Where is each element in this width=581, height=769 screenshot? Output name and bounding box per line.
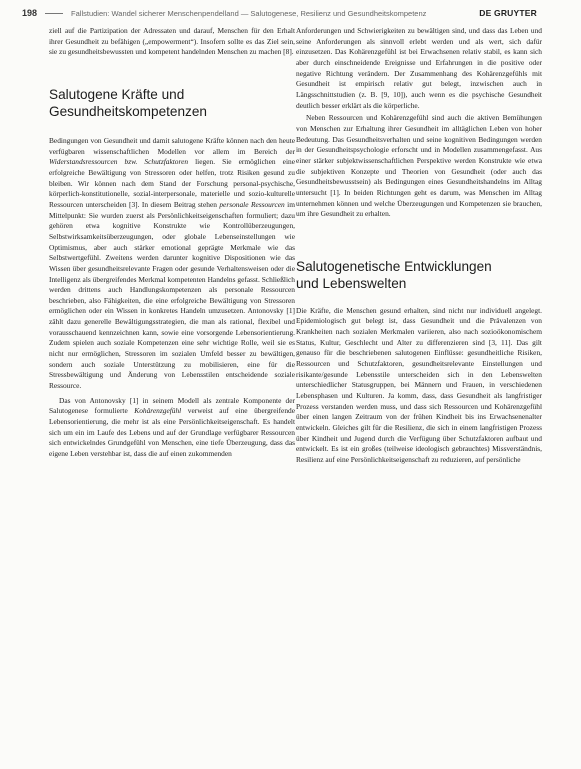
paragraph xyxy=(49,136,295,392)
section-heading xyxy=(49,86,295,120)
paragraph xyxy=(49,396,295,460)
paragraph: Anforderungen und Schwierigkeiten zu bewältigen sind, und dass das Leben und seine Anforderungen als sinnvoll erlebt werden und als wert, sich dafür einzusetzen. Das Kohärenzgefühl ist bei Erwachsenen relativ stabil, es kann sich aber durch einschneidende Ereignisse und Erfahrungen in die positive oder negative Richtung verändern. Der Zusammenhang des Kohärenzgefühls mit Gesundheit ist empirisch relativ gut belegt, inzwischen auch in Längsschnittstudien (z. B. [9, 10]), auch wenn es die psychische Gesundheit deutlich besser erklärt als die körperliche. xyxy=(296,26,542,110)
right-column xyxy=(296,26,542,466)
heading-line: Salutogene Kräfte und xyxy=(49,86,185,102)
text-run: im Mittelpunkt: Sie wurden zuerst als Persönlichkeitseigenschaften formuliert; dazu gehören etwa kognitive Konstrukte wie Kontrollüberzeugungen, Selbstwirksamkeitsüberzeugungen, oder globale Lebenseinstellungen wie Optimismus, aber auch stärker emotional geprägte Merkmale wie das Selbstwertgefühl. Zweitens werden darunter kognitive Dispositionen wie das Wissen über gesundheitsrelevante Fragen oder gesunde Verhaltensweisen oder die Intelligenz als übergreifendes Merkmal kompetenten Handelns gefasst. Schließlich werden drittens auch Handlungskompetenzen als personale Ressourcen beschrieben, also Fähigkeiten, die eine erfolgreiche Bewältigung von Stressoren ermöglichen oder ein Wissen in konkretes Handeln umzusetzen. Antonovsky [1] zählt dazu generelle Bewältigungsstrategien, die man als rational, flexibel und vorausschauend kennzeichnen kann, sowie eine vorsorgende Lebensorientierung. Zudem spielen auch soziale Kompetenzen eine sehr wichtige Rolle, weil sie es nicht nur ermöglichen, Stressoren im sozialen Umfeld besser zu bewältigen, sondern auch soziale Unterstützung zu mobilisieren, eine für die Stressbewältigung und Änderung von Lebensstilen entscheidende soziale Ressource. xyxy=(49,199,295,391)
running-title: Fallstudien: Wandel sicherer Menschenpendelland — Salutogenese, Resilienz und Gesundheitskompetenz xyxy=(71,8,427,18)
publisher-logo: DE GRUYTER xyxy=(479,8,537,18)
emphasis: Widerstandsressourcen bzw. Schutzfaktoren xyxy=(49,157,189,167)
emphasis: Kohärenzgefühl xyxy=(134,406,182,416)
heading-line: und Lebenswelten xyxy=(296,275,407,291)
paragraph: Neben Ressourcen und Kohärenzgefühl sind auch die aktiven Bemühungen von Menschen zur Erhaltung ihrer Gesundheit im alltäglichen Leben von hoher Bedeutung. Das Gesundheitsverhalten und seine kognitiven Bedingungen werden in der Gesundheitspsychologie erforscht und in Modellen zusammengefasst. Aus einer stärker subjektwissenschaftlichen Perspektive werden Konstrukte wie etwa die subjektiven Konzepte und Theorien von Gesundheit (oder auch das Gesundheitsbewusstsein) als Bedingungen eines Gesundheitshandelns im Alltag untersucht [1]. In beiden Richtungen geht es darum, was Menschen im Alltag unternehmen können und welche Überzeugungen und Kompetenzen sie brauchen, um ihre Gesundheit zu erhalten. xyxy=(296,113,542,219)
paragraph: ziell auf die Partizipation der Adressaten und darauf, Menschen für den Erhalt ihrer Gesundheit zu befähigen („empowerment“). Insofern sollte es das Ziel sein, sie zu gesundheitsbewussten und kompetent handelnden Menschen zu machen [8]. xyxy=(49,26,295,57)
text-run: Das von Antonovsky [1] in seinem Modell als zentrale Komponente der Salutogenese formulierte xyxy=(49,395,295,416)
left-column xyxy=(49,26,295,460)
text-run: liegen. Sie ermöglichen eine erfolgreiche Bewältigung von Stressoren oder helfen, trotz Risiken gesund zu bleiben. Wir können nach dem Stand der Forschung personal-psychische, körperlich-konstitutionelle, sozial-interpersonale, materielle und sozio-kulturelle Ressourcen unterscheiden [3]. In diesem Beitrag stehen xyxy=(49,157,295,209)
header-rule xyxy=(45,13,63,14)
heading-line: Salutogenetische Entwicklungen xyxy=(296,258,492,274)
running-header xyxy=(22,4,537,22)
emphasis: personale Ressourcen xyxy=(219,199,285,209)
paragraph: Die Kräfte, die Menschen gesund erhalten, sind nicht nur individuell angelegt. Epidemiologisch gut belegt ist, dass Gesundheit und die Prävalenzen von Krankheiten nach sozialen Merkmalen variieren, also nach sozioökonomischem Status, Kultur, Geschlecht und Alter zu differenzieren sind [3, 11]. Das gilt genauso für die beschriebenen salutogenen Einflüsse: gesundheitliche Risiken, Ressourcen und Schutzfaktoren, gesundheitsrelevante Einstellungen und risikante/gesunde Lebensstile unterscheiden sich in den Lebenswelten unterschiedlicher Statusgruppen, bei Männern und Frauen, in verschiedenen Lebensphasen und Kulturen. Ja komm, dass, dass Gesundheit als langfristiger Prozess verstanden werden muss, und dass sich Ressourcen und Kohärenzgefühl über einen langen Zeitraum von der frühen Kindheit bis ins Erwachsenenalter entwickeln. Gleiches gilt für die Resilienz, die sich in einem langfristigen Prozess über Kindheit und Jugend durch die Verfügung über Schutzfaktoren aufbaut und entwickelt. Es ist ein großes (teilweise ideologisch gebrauchtes) Missverständnis, Resilienz auf eine Persönlichkeitseigenschaft zu reduzieren, auf persönliche xyxy=(296,305,542,464)
text-run: verweist auf eine übergreifende Lebensorientierung, die mehr ist als eine Persönlichkeitseigenschaft. Es handelt sich um ein im Laufe des Lebens und auf der Grundlage verfügbarer Ressourcen sich entwickelndes Grundgefühl von Menschen, eine tiefe Überzeugung, dass das eigene Leben verstehbar ist, dass die auf einen zukommenden xyxy=(49,406,295,458)
heading-line: Gesundheitskompetenzen xyxy=(49,103,207,119)
section-heading xyxy=(296,258,542,292)
text-run: Bedingungen von Gesundheit und damit salutogene Kräfte können nach den heute verfügbaren wissenschaftlichen Modellen vor allem im Bereich der xyxy=(49,135,295,156)
page-number: 198 xyxy=(22,8,38,18)
